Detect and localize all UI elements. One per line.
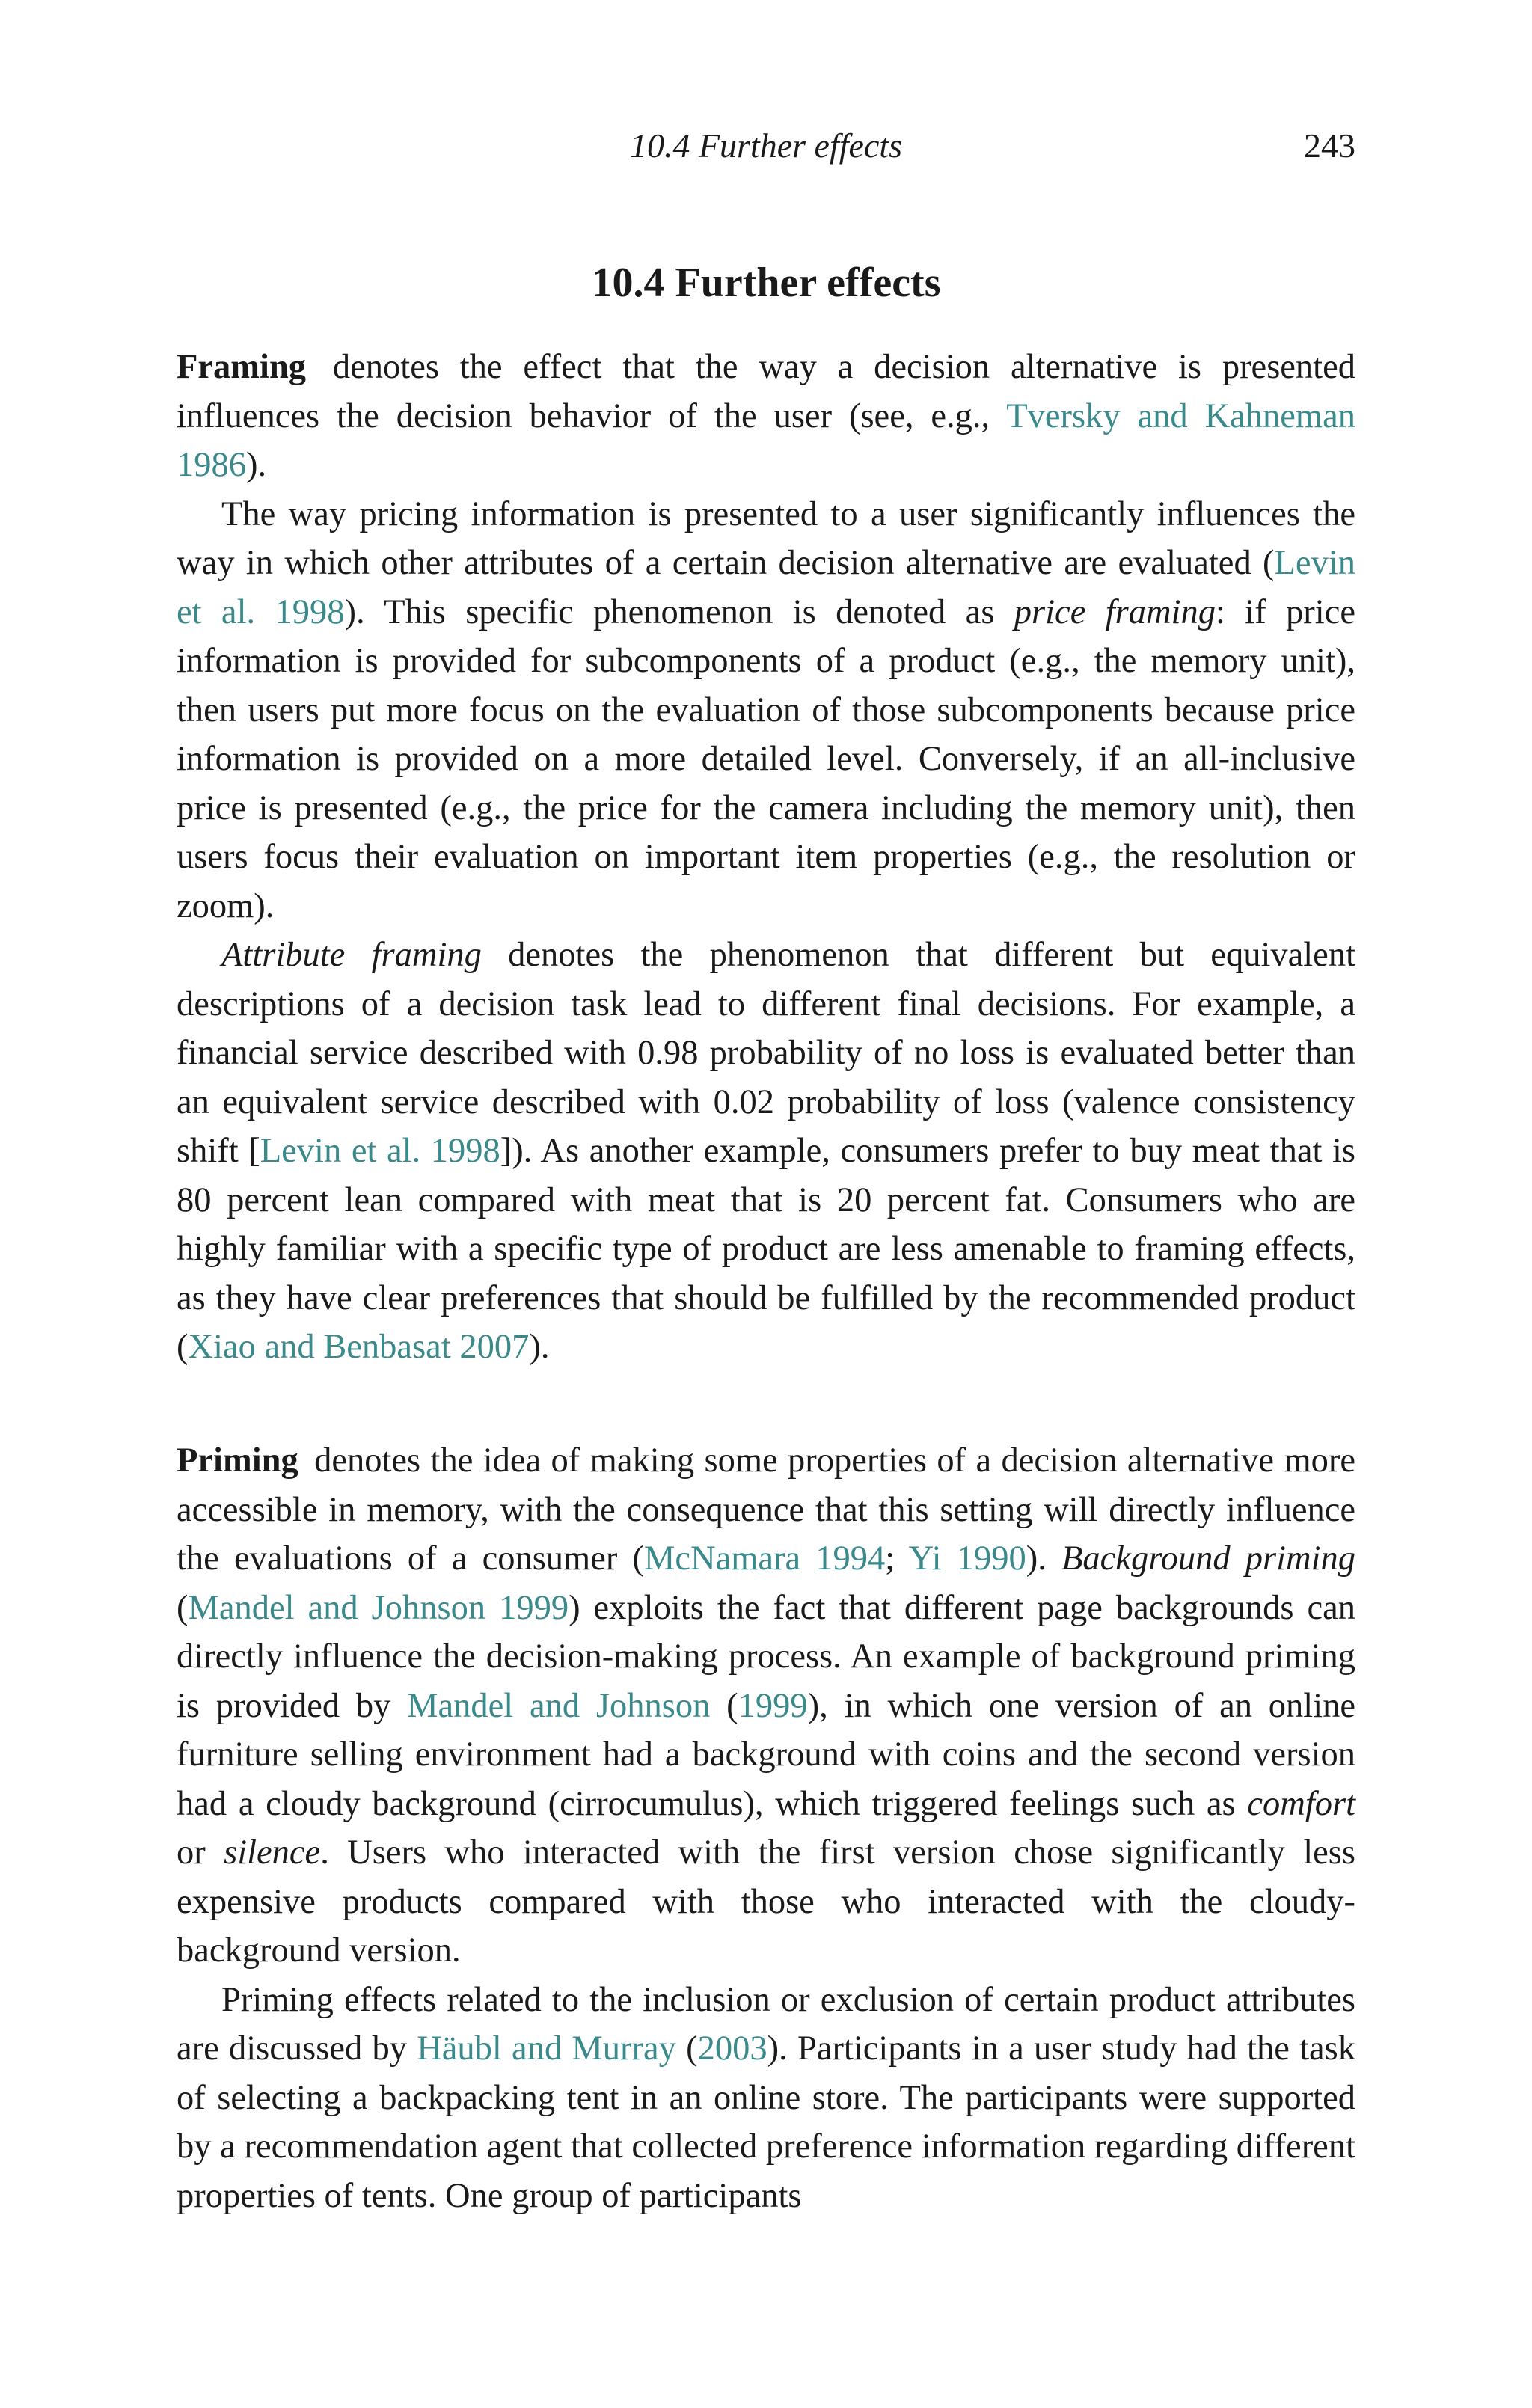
running-head-title: 10.4 Further effects	[629, 126, 903, 165]
text-run: denotes the phenomenon that different but equivalent descriptions of a decision task lead to different final decisions. For example, a financial service described with 0.98 probability of no loss is evaluated better than an equivalent service described with 0.02 probability of loss (valence consistency shift [	[177, 936, 1355, 1170]
runin-heading-framing: Framing	[177, 348, 307, 386]
citation-link[interactable]: 2003	[697, 2029, 767, 2068]
text-run: (	[710, 1686, 738, 1725]
citation-link[interactable]: Mandel and Johnson 1999	[188, 1588, 569, 1627]
framing-section	[177, 343, 1355, 1372]
text-run: ).	[1026, 1540, 1062, 1578]
text-run: ) exploits the fact that different page backgrounds can directly influence the decision-making process. An example of background priming is provided by	[177, 1588, 1356, 1725]
text-run: ). Participants in a user study had the task of selecting a backpacking tent in an online store. The participants were supported by a recommendation agent that collected preference information regarding different properties of tents. One group of participants	[177, 2029, 1355, 2215]
citation-link[interactable]: McNamara 1994	[644, 1540, 886, 1578]
citation-link[interactable]: Levin et al. 1998	[177, 544, 1355, 631]
text-run: ;	[885, 1540, 909, 1578]
citation-link[interactable]: Mandel and Johnson	[407, 1686, 711, 1725]
page-number: 243	[1304, 126, 1355, 165]
runin-heading-priming: Priming	[177, 1442, 298, 1480]
emphasis-term: silence	[224, 1833, 321, 1872]
text-run: ).	[246, 446, 267, 484]
citation-link[interactable]: Levin et al. 1998	[260, 1132, 500, 1170]
text-run: denotes the effect that the way a decision alternative is presented influences the decision behavior of the user (see, e.g.,	[177, 348, 1355, 435]
text-run: ).	[529, 1328, 550, 1366]
text-run: ), in which one version of an online furniture selling environment had a background with coins and the second version had a cloudy background (cirrocumulus), which triggered feelings such as	[177, 1686, 1355, 1823]
emphasis-term: comfort	[1247, 1784, 1355, 1823]
citation-link[interactable]: 1999	[738, 1686, 808, 1725]
running-head	[177, 126, 1355, 174]
priming-paragraph-2	[177, 1976, 1355, 2221]
text-run: or	[177, 1833, 224, 1872]
priming-section	[177, 1436, 1355, 2220]
text-run: ). This specific phenomenon is denoted as	[344, 592, 1014, 631]
framing-paragraph-2	[177, 490, 1355, 931]
text-run: The way pricing information is presented to a user significantly influences the way in which other attributes of a certain decision alternative are evaluated (	[177, 494, 1355, 582]
text-run: . Users who interacted with the first version chose significantly less expensive products compared with those who interacted with the cloudy-background version.	[177, 1833, 1355, 1970]
emphasis-term: Attribute framing	[221, 936, 482, 974]
section-heading: 10.4 Further effects	[591, 260, 941, 306]
framing-paragraph-1	[177, 343, 1355, 490]
emphasis-term: price framing	[1014, 592, 1216, 631]
framing-paragraph-3	[177, 931, 1355, 1372]
citation-link[interactable]: Häubl and Murray	[417, 2029, 676, 2068]
citation-link[interactable]: Tversky and Kahneman 1986	[177, 396, 1355, 484]
priming-paragraph-1	[177, 1436, 1355, 1976]
text-run: Priming effects related to the inclusion or exclusion of certain product attributes are discussed by	[177, 1980, 1355, 2068]
text-run: : if price information is provided for subcomponents of a product (e.g., the memory unit), then users put more focus on the evaluation of those subcomponents because price information is provided on a more detailed level. Conversely, if an all-inclusive price is presented (e.g., the price for the camera including the memory unit), then users focus their evaluation on important item properties (e.g., the resolution or zoom).	[177, 592, 1355, 925]
text-run: denotes the idea of making some properties of a decision alternative more accessible in memory, with the consequence that this setting will directly influence the evaluations of a consumer (	[177, 1442, 1355, 1578]
citation-link[interactable]: Yi 1990	[908, 1540, 1026, 1578]
emphasis-term: Background priming	[1061, 1540, 1355, 1578]
text-run: ]). As another example, consumers prefer to buy meat that is 80 percent lean compared with meat that is 20 percent fat. Consumers who are highly familiar with a specific type of product are less amenable to framing effects, as they have clear preferences that should be fulfilled by the recommended product (	[177, 1132, 1355, 1366]
text-run: (	[177, 1588, 189, 1627]
text-run: (	[675, 2029, 698, 2068]
citation-link[interactable]: Xiao and Benbasat 2007	[188, 1328, 530, 1366]
